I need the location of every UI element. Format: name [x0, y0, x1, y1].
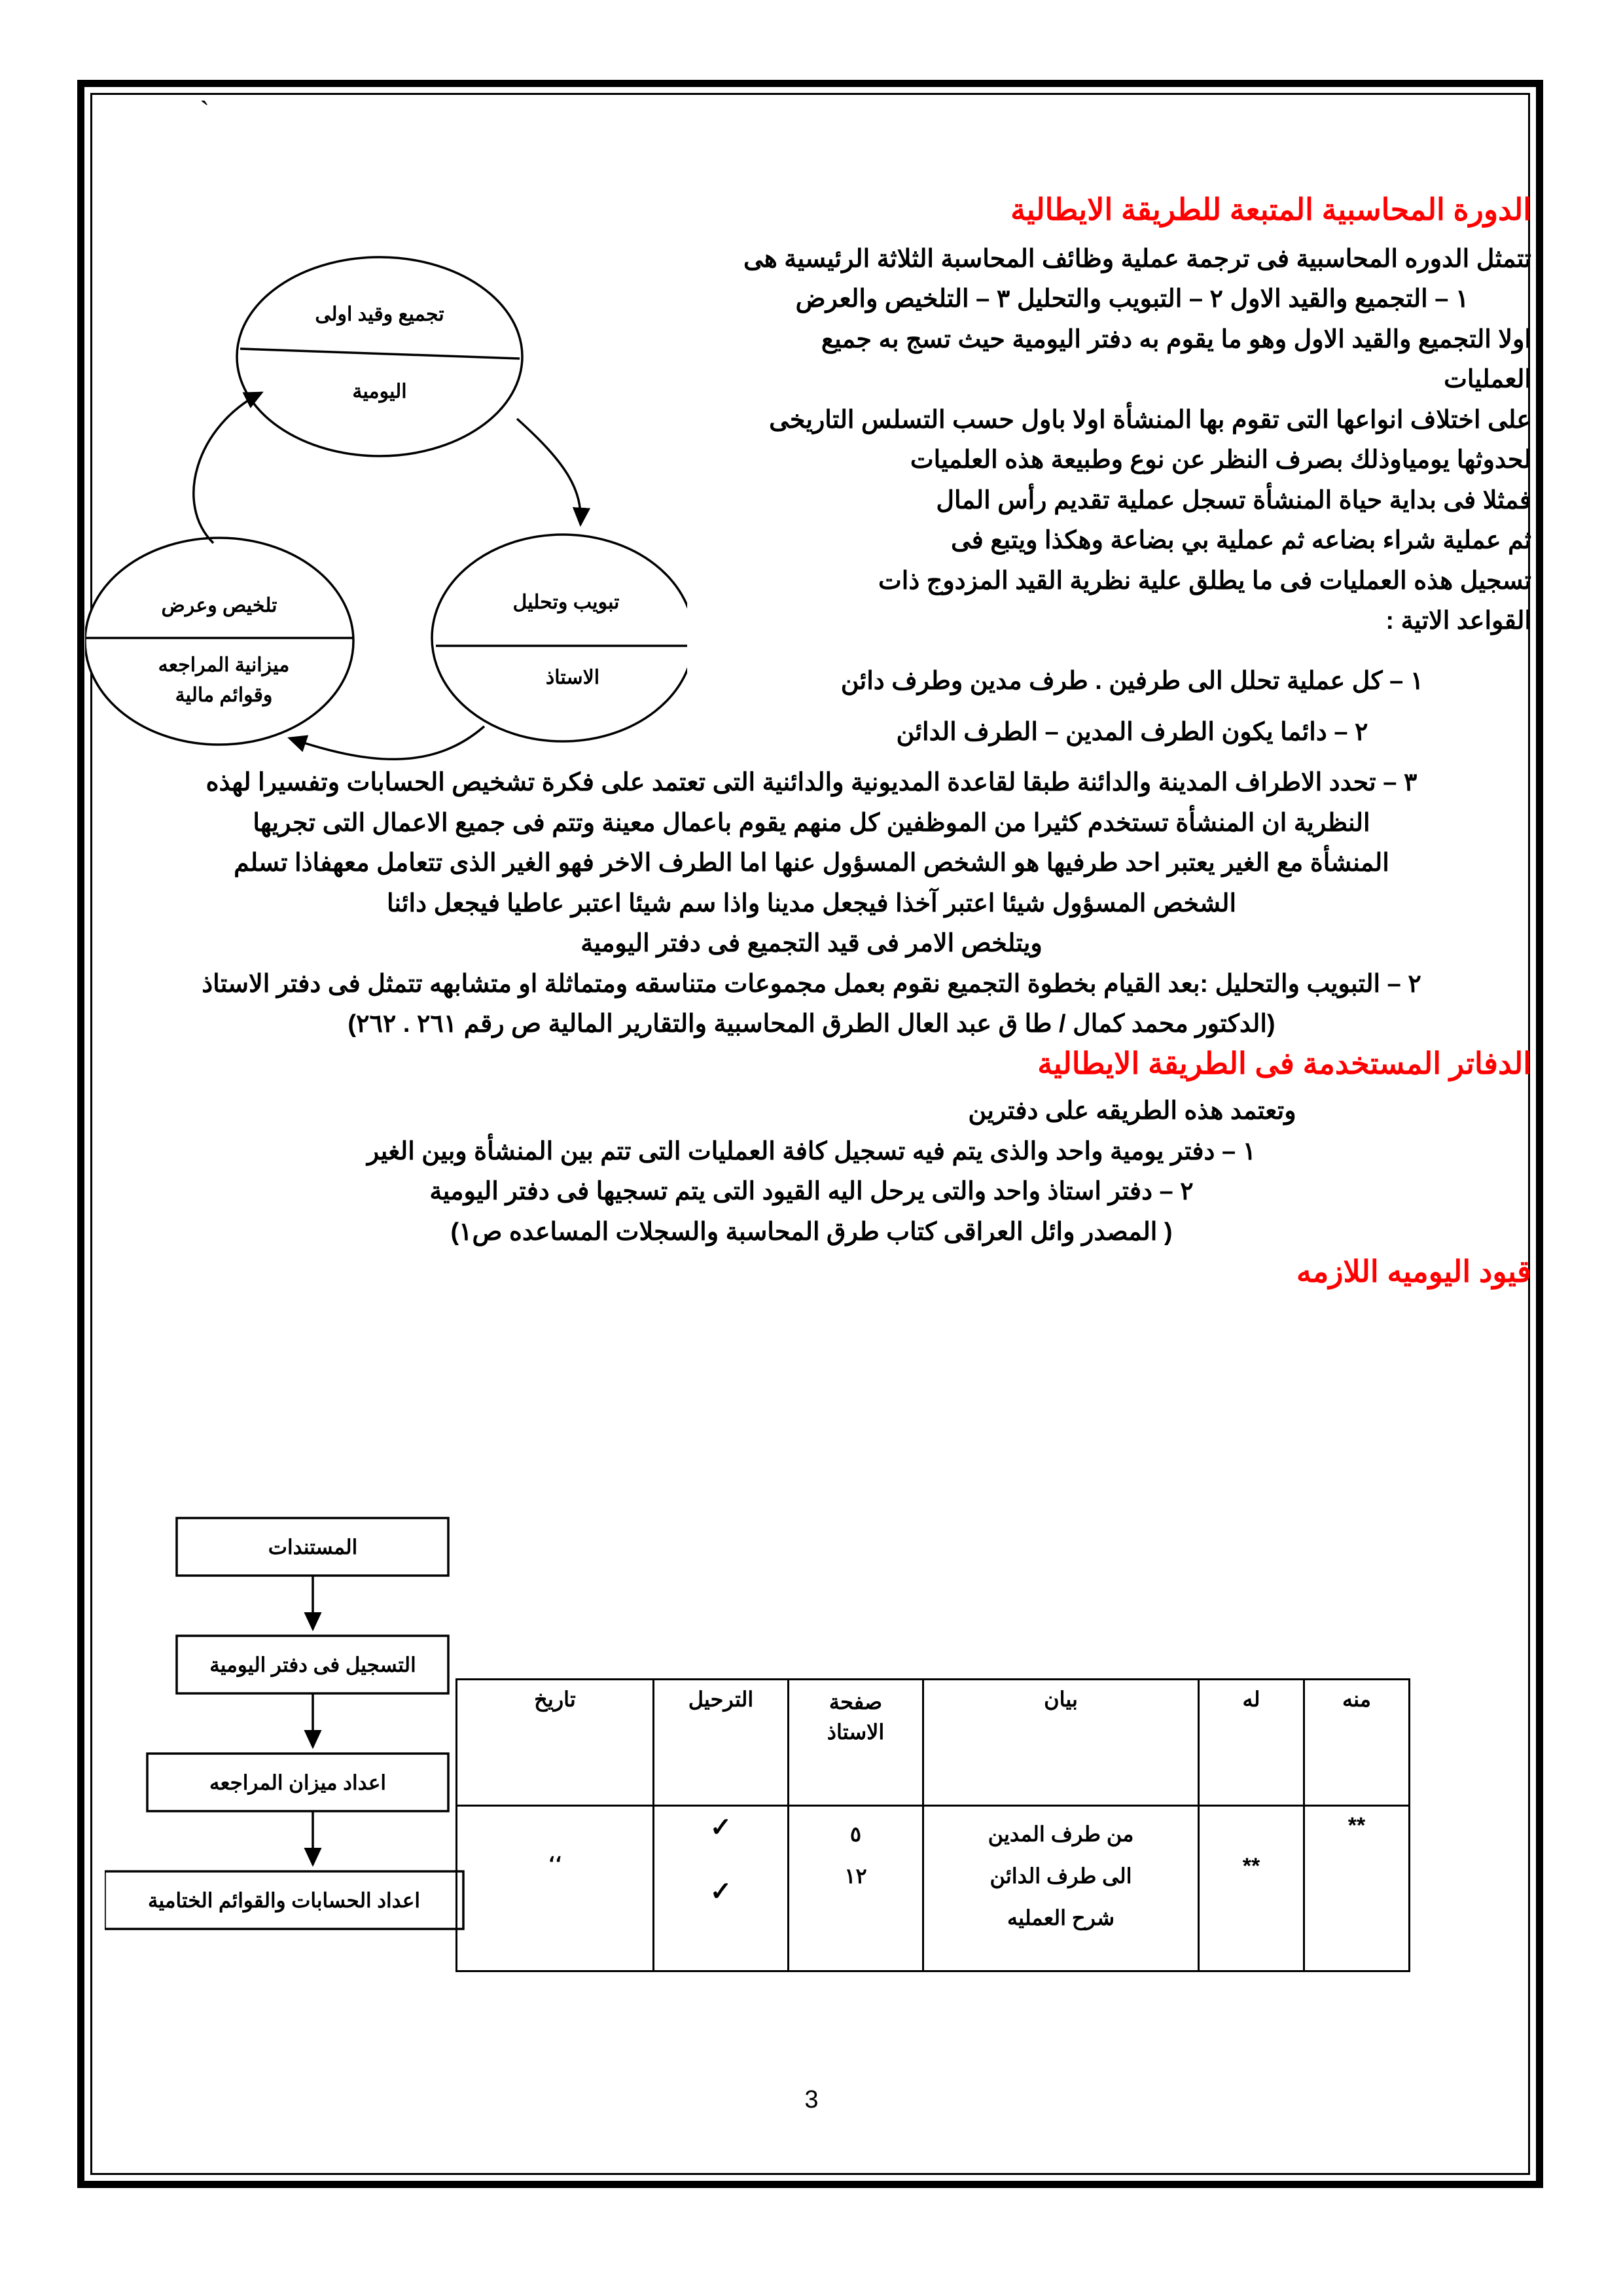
- cell-tarikh: [457, 1806, 654, 1971]
- table-header-row: [457, 1680, 1410, 1806]
- rule-item-3-line-1: ٣ – تحدد الاطراف المدينة والدائنة طبقا لقاعدة المديونية والدائنية التى تعتمد على فكرة تشخيص الحسابات وتفسيرا لهذه: [205, 769, 1418, 797]
- journal-entry-table-container: [534, 1678, 1410, 1972]
- flow-step-label-1: المستندات: [268, 1536, 358, 1559]
- paragraph-4: فمثلا فى بداية حياة المنشأة تسجل عملية تقديم رأس المال: [936, 486, 1531, 514]
- books-intro: وتعتمد هذه الطريقه على دفترين: [968, 1097, 1296, 1125]
- flow-step-documents: [177, 1518, 448, 1576]
- cell-lah: [1199, 1806, 1304, 1971]
- paragraph-3: لحدوثها يومياوذلك بصرف النظر عن نوع وطبيعة هذه العلميات: [910, 446, 1531, 474]
- posting-check-icon-2: ✓: [709, 1877, 732, 1906]
- journal-entry-table: [455, 1678, 1410, 1972]
- cell-safha: [789, 1806, 923, 1971]
- th-tarikh: تاريخ: [457, 1680, 654, 1806]
- paragraph-7: القواعد الاتية :: [1385, 607, 1531, 635]
- cell-safha-line-1: ٥: [849, 1822, 862, 1846]
- cell-bayan-line-3: شرح العمليه: [1007, 1906, 1115, 1930]
- th-bayan: بيان: [923, 1680, 1199, 1806]
- posting-check-icon-1: ✓: [709, 1813, 732, 1842]
- cycle-node-journal-top: تجميع وقيد اولى: [315, 304, 444, 325]
- source-reference-1: (الدكتور محمد كمال / طا ق عبد العال الطرق المحاسبية والتقارير المالية ص رقم ٢٦١ . ٢٦٢): [348, 1010, 1275, 1038]
- paragraph-2: على اختلاف انواعها التى تقوم بها المنشأة اولا باول حسب التسلس التاريخى: [769, 406, 1531, 434]
- th-tarhil: الترحيل: [654, 1680, 789, 1806]
- cell-mnh: [1304, 1806, 1410, 1971]
- rule-item-2: ٢ – دائما يكون الطرف المدين – الطرف الدائن: [896, 718, 1368, 746]
- cell-tarhil: [654, 1806, 789, 1971]
- cell-bayan: [923, 1806, 1199, 1971]
- page-number: 3: [804, 2086, 819, 2113]
- rule-item-1: ١ – كل عملية تحلل الى طرفين . طرف مدين وطرف دائن: [840, 667, 1424, 695]
- stray-pen-mark: `: [200, 96, 209, 128]
- paragraph-5: ثم عملية شراء بضاعه ثم عملية بي بضاعة وهكذا ويتبع فى: [950, 527, 1531, 555]
- table-row: [457, 1806, 1410, 1971]
- flow-step-label-4: اعداد الحسابات والقوائم الختامية: [147, 1889, 421, 1912]
- book-item-1: ١ – دفتر يومية واحد والذى يتم فيه تسجيل كافة العمليات التى تتم بين المنشأة وبين الغير: [366, 1137, 1257, 1165]
- th-safha-line-2: الاستاذ: [827, 1720, 885, 1744]
- main-text-column: [0, 191, 1623, 1299]
- flow-step-label-3: اعداد ميزان المراجعه: [209, 1771, 386, 1794]
- th-safha: [789, 1680, 923, 1806]
- source-reference-2: ( المصدر وائل العراقى كتاب طرق المحاسبة والسجلات المساعده ص١): [450, 1218, 1173, 1246]
- cycle-node-statements-bottom-1: ميزانية المراجعه: [158, 654, 290, 676]
- book-item-2: ٢ – دفتر استاذ واحد والتى يرحل اليه القيود التى يتم تسجيها فى دفتر اليومية: [429, 1178, 1194, 1206]
- cycle-node-statements-top: تلخيص وعرض: [161, 595, 277, 616]
- cycle-node-statements-bottom-2: وقوائم مالية: [175, 684, 273, 706]
- cell-safha-line-2: ١٢: [844, 1864, 867, 1888]
- rule-item-3-line-4: الشخص المسؤول شيئا اعتبر آخذا فيجعل مدينا واذا سم شيئا اعتبر عاطيا فيجعل دائنا: [386, 889, 1237, 917]
- cycle-node-ledger-top: تبويب وتحليل: [512, 592, 620, 613]
- cycle-node-ledger-bottom: الاستاذ: [545, 667, 600, 688]
- cell-lah-value: **: [1242, 1854, 1260, 1879]
- flow-step-journal-entry: [177, 1636, 448, 1693]
- paragraph-6: تسجيل هذه العمليات فى ما يطلق علية نظرية القيد المزدوج ذات: [878, 567, 1531, 595]
- cell-bayan-line-1: من طرف المدين: [988, 1822, 1134, 1846]
- journal-entries-heading: قيود اليوميه اللازمه: [1296, 1254, 1531, 1288]
- paragraph-1: اولا التجميع والقيد الاول وهو ما يقوم به دفتر اليومية حيث تسج به جميع العمليات: [821, 325, 1531, 394]
- rule-item-3-line-5: ويتلخص الامر فى قيد التجميع فى دفتر اليومية: [580, 930, 1043, 958]
- rule-item-3-line-3: المنشأة مع الغير يعتبر احد طرفيها هو الشخص المسؤول عنها اما الطرف الاخر فهو الغير الذى تتعامل معهفاذا تسلم: [234, 849, 1389, 877]
- th-lah: له: [1199, 1680, 1304, 1806]
- rule-item-3-line-2: النظرية ان المنشأة تستخدم كثيرا من الموظفين كل منهم يقوم باعمال معينة وتتم فى جميع الاعمال التى تجريها: [253, 809, 1370, 837]
- flow-step-label-2: التسجيل فى دفتر اليومية: [209, 1653, 416, 1676]
- cell-mnh-value: **: [1347, 1813, 1366, 1838]
- flow-step-trial-balance: [147, 1754, 448, 1811]
- item-2-classification: ٢ – التبويب والتحليل :بعد القيام بخطوة التجميع نقوم بعمل مجموعات متناسقه ومتماثلة او متشابهه تتمثل فى دفتر الاستاذ: [202, 970, 1421, 998]
- cell-tarikh-value: ،،: [548, 1843, 562, 1866]
- cycle-node-journal-bottom: اليومية: [352, 381, 407, 402]
- th-mnh: منه: [1304, 1680, 1410, 1806]
- functions-list-line: ١ – التجميع والقيد الاول ٢ – التبويب والتحليل ٣ – التلخيص والعرض: [795, 285, 1469, 313]
- flow-step-final-accounts: [105, 1871, 463, 1929]
- cell-bayan-line-2: الى طرف الدائن: [990, 1864, 1132, 1888]
- intro-paragraph: تتمثل الدوره المحاسبية فى ترجمة عملية وظائف المحاسبة الثلاثة الرئيسية هى: [743, 245, 1531, 273]
- page-title: الدورة المحاسبية المتبعة للطريقة الايطالية: [1010, 192, 1531, 226]
- th-safha-line-1: صفحة: [829, 1690, 883, 1714]
- books-heading: الدفاتر المستخدمة فى الطريقة الايطالية: [1037, 1046, 1531, 1080]
